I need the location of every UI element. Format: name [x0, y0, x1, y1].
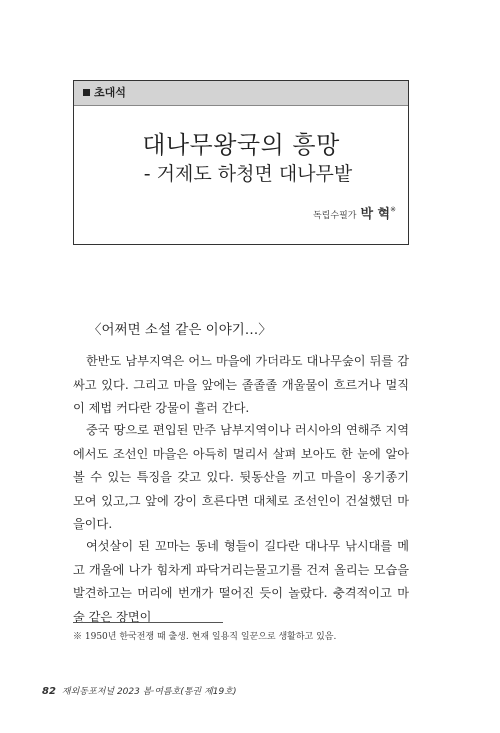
page-footer	[42, 684, 236, 697]
footnote-divider	[73, 622, 223, 623]
article-subtitle: - 거제도 하청면 대나무밭	[143, 163, 353, 185]
article-title: 대나무왕국의 흥망	[142, 131, 340, 159]
author-line	[313, 203, 396, 222]
body-paragraph-3: 여섯살이 된 꼬마는 동네 형들이 길다란 대나무 낚시대를 메고 개울에 나가 힘차게 파닥거리는물고기를 건져 올리는 모습을 발견하고는 머리에 번개가 떨어진 듯이 놀랐다. 충격적이고 마술 같은 장면이	[73, 539, 409, 624]
section-heading: 〈어쩌면 소설 같은 이야기…〉	[88, 322, 272, 338]
footnote: ※ 1950년 한국전쟁 때 출생. 현재 일용직 일꾼으로 생활하고 있음.	[73, 632, 337, 642]
page-number: 82	[42, 686, 56, 697]
author-footnote-mark: ※	[390, 205, 396, 214]
square-bullet-icon	[83, 89, 90, 96]
author-name: 박 혁	[360, 207, 391, 222]
publication-name: 재외동포저널 2023 봄·여름호(통권 제19호)	[61, 687, 237, 697]
body-paragraph-1: 한반도 남부지역은 어느 마을에 가더라도 대나무숲이 뒤를 감싸고 있다. 그리고 마을 앞에는 졸졸졸 개울물이 흐르거나 멀직이 제법 커다란 강물이 흘러 간다.	[73, 354, 409, 415]
category-band	[74, 81, 408, 106]
title-box	[73, 80, 409, 245]
author-role: 독립수필가	[312, 211, 357, 221]
category-label: 초대석	[94, 86, 126, 99]
body-paragraph-2: 중국 땅으로 편입된 만주 남부지역이나 러시아의 연해주 지역에서도 조선인 마을은 아득히 멀리서 살펴 보아도 한 눈에 알아볼 수 있는 특징을 갖고 있다. 뒷동산을 끼고 마을이 옹기종기 모여 있고,그 앞에 강이 흐른다면 대체로 조선인이 건설했던 마을이다.	[73, 423, 409, 531]
